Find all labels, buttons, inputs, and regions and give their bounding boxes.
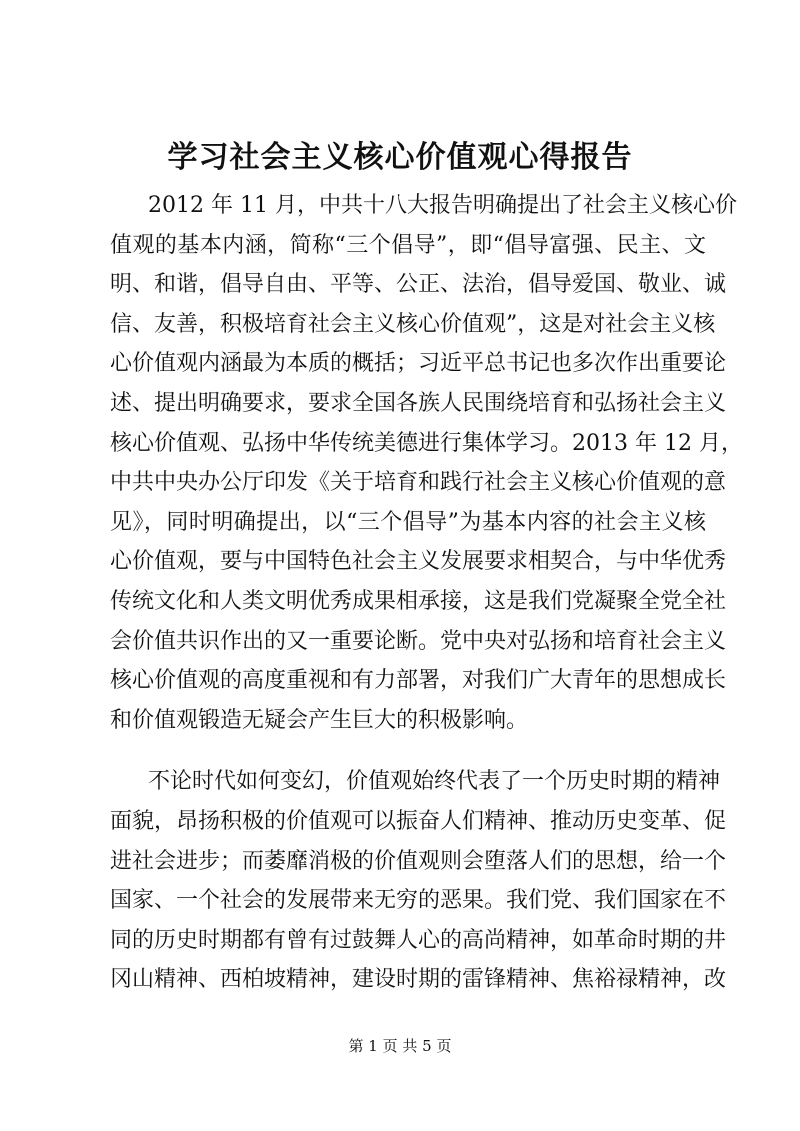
paragraph-spacing — [110, 740, 706, 762]
text-line: 传统文化和人类文明优秀成果相承接，这是我们党凝聚全党全社 — [110, 588, 727, 614]
text-line: 进社会进步；而萎靡消极的价值观则会堕落人们的思想，给一个 — [110, 848, 727, 874]
text-line: 见》，同时明确提出，以“三个倡导”为基本内容的社会主义核 — [110, 509, 706, 535]
text-line: 不论时代如何变幻，价值观始终代表了一个历史时期的精神 — [148, 769, 721, 795]
paragraph-2 — [110, 762, 727, 1000]
document-body — [110, 186, 743, 1000]
text-line: 国家、一个社会的发展带来无穷的恶果。我们党、我们国家在不 — [110, 888, 727, 914]
text-line: 冈山精神、西柏坡精神，建设时期的雷锋精神、焦裕禄精神，改 — [110, 967, 727, 993]
text-line: 明、和谐，倡导自由、平等、公正、法治，倡导爱国、敬业、诚 — [110, 272, 727, 298]
text-line: 值观的基本内涵，简称“三个倡导”，即“倡导富强、民主、文 — [110, 232, 706, 258]
text-line: 中共中央办公厅印发《关于培育和践行社会主义核心价值观的意 — [110, 470, 727, 496]
text-line: 述、提出明确要求，要求全国各族人民围绕培育和弘扬社会主义 — [110, 390, 727, 416]
text-line: 心价值观，要与中国特色社会主义发展要求相契合，与中华优秀 — [110, 549, 727, 575]
text-line: 会价值共识作出的又一重要论断。党中央对弘扬和培育社会主义 — [110, 628, 727, 654]
text-line: 2012 年 11 月，中共十八大报告明确提出了社会主义核心价 — [148, 193, 737, 218]
text-line: 核心价值观、弘扬中华传统美德进行集体学习。2013 年 12 月， — [110, 430, 743, 456]
text-line: 同的历史时期都有曾有过鼓舞人心的高尚精神，如革命时期的井 — [110, 927, 727, 953]
page-footer: 第 1 页 共 5 页 — [348, 1037, 452, 1055]
paragraph-1 — [110, 186, 743, 740]
text-line: 信、友善，积极培育社会主义核心价值观”，这是对社会主义核 — [110, 311, 716, 337]
document-title: 学习社会主义核心价值观心得报告 — [167, 140, 633, 175]
text-line: 心价值观内涵最为本质的概括；习近平总书记也多次作出重要论 — [110, 351, 727, 377]
text-line: 和价值观锻造无疑会产生巨大的积极影响。 — [110, 707, 529, 733]
text-line: 核心价值观的高度重视和有力部署，对我们广大青年的思想成长 — [110, 668, 727, 694]
text-line: 面貌，昂扬积极的价值观可以振奋人们精神、推动历史变革、促 — [110, 808, 727, 834]
